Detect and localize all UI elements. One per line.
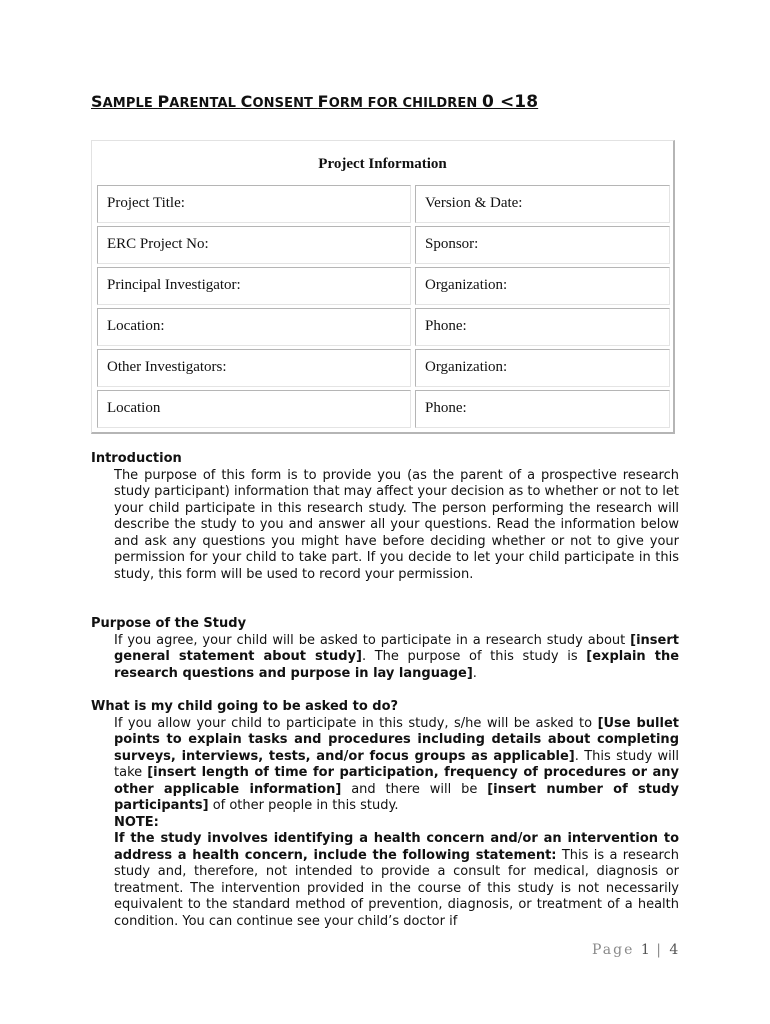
procedures-section	[91, 699, 679, 930]
introduction-text: The purpose of this form is to provide you (as the parent of a prospective research study participant) information that may affect your decision as to whether or not to let your child participate in this research study. The person performing the research will describe the study to you and answer all your questions. Read the information below and ask any questions you might have before deciding whether or not to give your permission for your child to take part. If you decide to let your child participate in this study, this form will be used to record your permission.	[114, 467, 679, 582]
introduction-heading: Introduction	[91, 451, 182, 466]
principal-investigator-field[interactable]: Principal Investigator:	[97, 267, 411, 305]
project-information-heading: Project Information	[318, 156, 447, 172]
version-date-field[interactable]: Version & Date:	[415, 185, 670, 223]
other-organization-field[interactable]: Organization:	[415, 349, 670, 387]
other-investigators-field[interactable]: Other Investigators:	[97, 349, 411, 387]
location-field[interactable]: Location:	[97, 308, 411, 346]
other-phone-field[interactable]: Phone:	[415, 390, 670, 428]
erc-project-no-field[interactable]: ERC Project No:	[97, 226, 411, 264]
page-number: Page 1 | 4	[592, 942, 679, 958]
procedures-heading: What is my child going to be asked to do?	[91, 699, 399, 714]
project-information-table	[91, 140, 675, 434]
introduction-section	[91, 451, 679, 583]
procedures-text: If you allow your child to participate in this study, s/he will be asked to [Use bullet points to explain tasks and procedures including details about completing surveys, interviews, tests, and/or focus groups as applicable]. This study will take [insert length of time for participation, frequency of procedures or any other applicable information] and there will be [insert number of study participants] of other people in this study.	[114, 715, 680, 813]
purpose-heading: Purpose of the Study	[91, 616, 247, 631]
document-title: SAMPLE PARENTAL CONSENT FORM FOR CHILDREN 0 <18	[91, 92, 539, 112]
project-title-field[interactable]: Project Title:	[97, 185, 411, 223]
organization-field[interactable]: Organization:	[415, 267, 670, 305]
purpose-text: If you agree, your child will be asked to participate in a research study about [insert general statement about study]. The purpose of this study is [explain the research questions and purpose in lay language].	[114, 632, 680, 681]
note-label: NOTE:	[114, 814, 159, 830]
note-text: If the study involves identifying a health concern and/or an intervention to address a health concern, include the following statement: This is a research study and, therefore, not intended to provide a consult for medical, diagnosis or treatment. The intervention provided in the course of this study is not necessarily equivalent to the standard method of prevention, diagnosis, or treatment of a health condition. You can continue see your child’s doctor if	[114, 831, 679, 929]
other-location-field[interactable]: Location	[97, 390, 411, 428]
phone-field[interactable]: Phone:	[415, 308, 670, 346]
purpose-section	[91, 616, 679, 682]
sponsor-field[interactable]: Sponsor:	[415, 226, 670, 264]
